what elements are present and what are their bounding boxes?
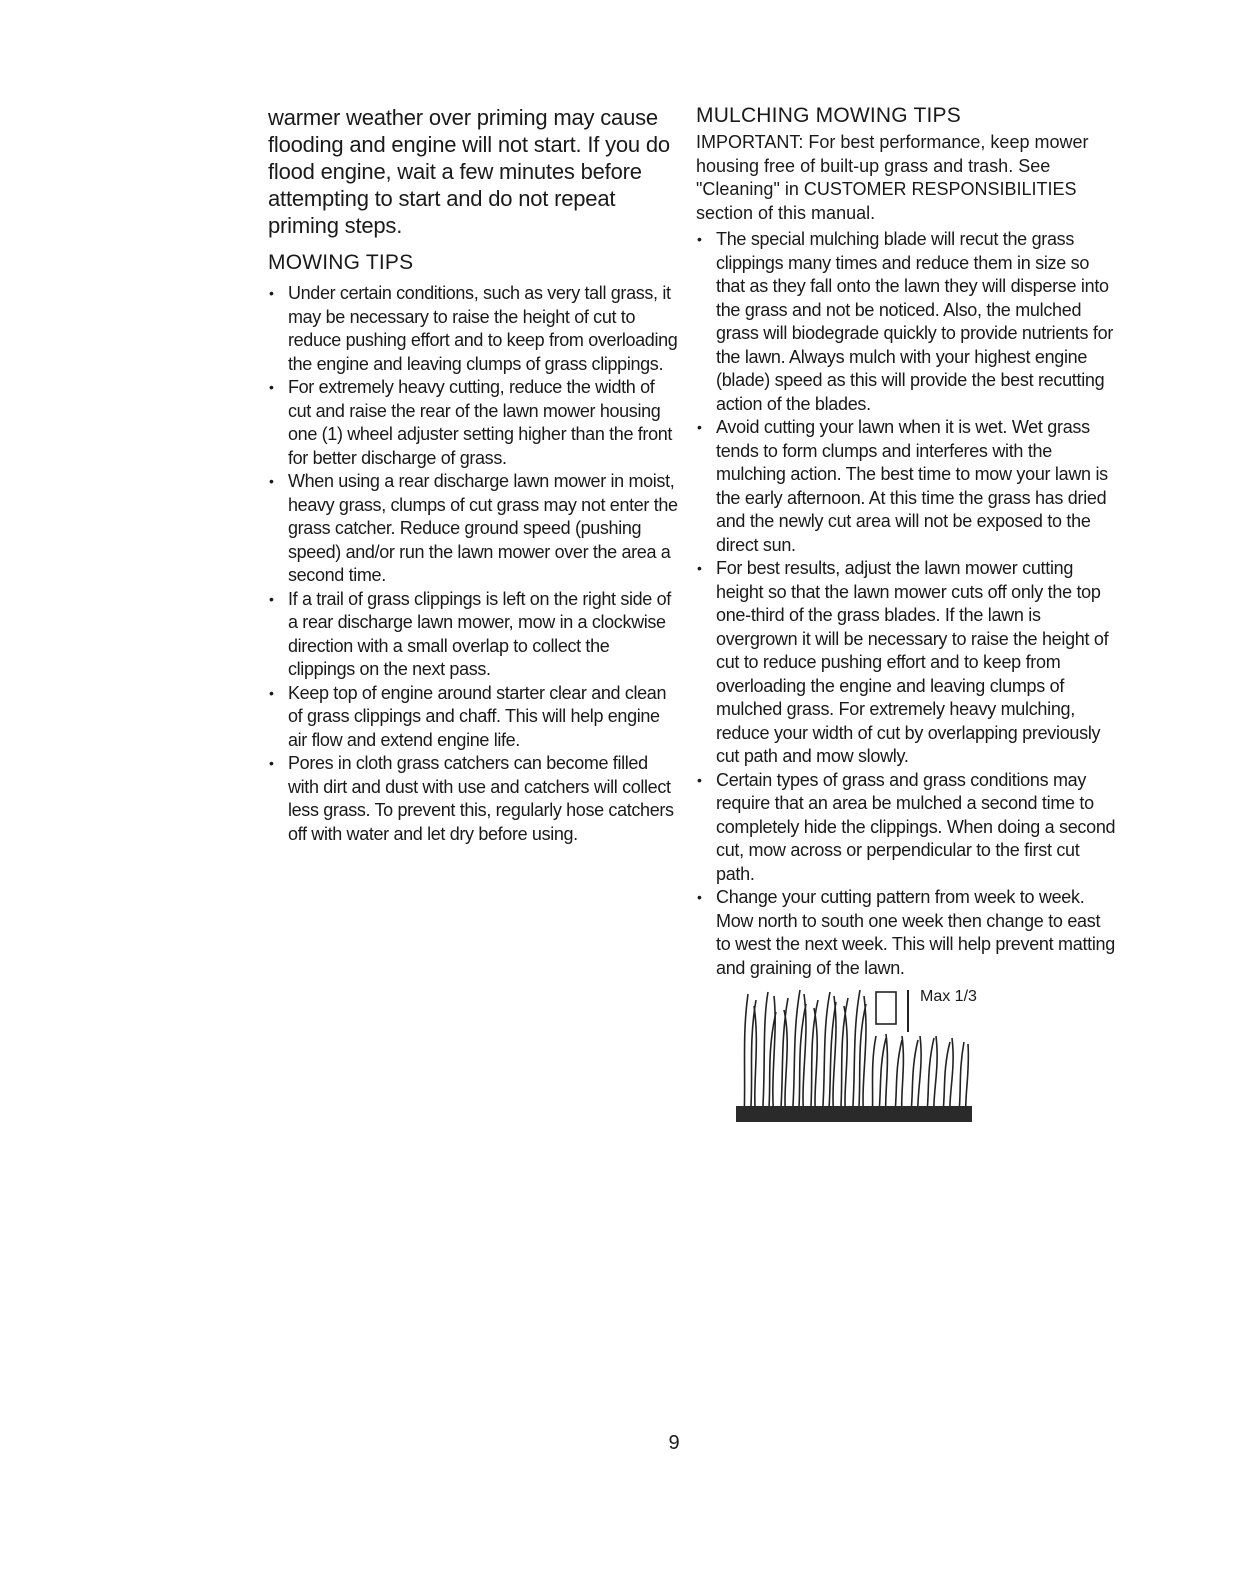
bullet-icon: • [697,771,702,788]
bullet-icon: • [269,590,274,607]
page-number: 9 [668,1432,680,1454]
bullet-icon: • [697,231,702,247]
mulching-tips-heading: MULCHING MOWING TIPS [696,104,961,127]
important-note [696,131,1116,225]
list-item: • Pores in cloth grass catchers can become filled with dirt and dust with use and catchers will collect less grass. To prevent this, regularly hose catchers off with water and let dry before using. [269,753,674,844]
bullet-icon: • [269,379,274,395]
list-item: • Under certain conditions, such as very tall grass, it may be necessary to raise the height of cut to reduce pushing effort and to keep from overloading the engine and leaving clumps of grass clippings. [269,283,678,374]
grass-blades-drawing [736,986,976,1126]
list-item: • For extremely heavy cutting, reduce the width of cut and raise the rear of the lawn mower housing one (1) wheel adjuster setting higher than the front for better discharge of grass. [269,377,673,468]
list-item: • When using a rear discharge lawn mower in moist, heavy grass, clumps of cut grass may not enter the grass catcher. Reduce ground speed (pushing speed) and/or run the lawn mower over the area a second time. [269,471,678,585]
bullet-icon: • [269,473,274,489]
mowing-tips-heading: MOWING TIPS [268,251,414,274]
list-item: • Change your cutting pattern from week to week. Mow north to south one week then change to east to west the next week. This will help prevent matting and graining of the lawn. [697,887,1115,978]
grass-height-illustration [736,986,1016,1126]
list-item: • Keep top of engine around starter clear and clean of grass clippings and chaff. This will help engine air flow and extend engine life. [269,682,667,750]
important-text: For best performance, keep mower housing free of built-up grass and trash. See "Cleaning" in CUSTOMER RESPONSIBILITIES section of this manual. [696,132,1089,223]
important-label: IMPORTANT: [696,132,804,152]
list-item: • For best results, adjust the lawn mower cutting height so that the lawn mower cuts off only the top one-third of the grass blades. If the lawn is overgrown it will be necessary to raise the height of cut to reduce pushing effort and to keep from overloading the engine and leaving clumps of mulched grass. For extremely heavy mulching, reduce your width of cut by overlapping previously cut path and mow slowly. [697,558,1109,766]
max-one-third-label: Max 1/3 [920,988,977,1005]
left-column [268,104,680,846]
bullet-icon: • [697,419,702,435]
bullet-icon: • [697,889,702,905]
bullet-icon: • [269,755,274,771]
list-item: • If a trail of grass clippings is left on the right side of a rear discharge lawn mower, mow in a clockwise direction with a small overlap to collect the clippings on the next pass. [269,588,671,679]
bullet-icon: • [269,285,274,301]
list-item: • Avoid cutting your lawn when it is wet. Wet grass tends to form clumps and interferes with the mulching action. The best time to mow your lawn is the early afternoon. At this time the grass has dried and the newly cut area will not be exposed to the direct sun. [697,417,1108,555]
mulching-tips-list [696,228,1116,980]
list-item: • Certain types of grass and grass conditions may require that an area be mulched a second time to completely hide the clippings. When doing a second cut, mow across or perpendicular to the first cut path. [697,769,1116,884]
list-item: • The special mulching blade will recut the grass clippings many times and reduce them in size so that as they fall onto the lawn they will disperse into the grass and not be noticed. Also, the mulched grass will biodegrade quickly to provide nutrients for the lawn. Always mulch with your highest engine (blade) speed as this will provide the best recutting action of the blades. [697,229,1114,414]
intro-paragraph: warmer weather over priming may cause flooding and engine will not start. If you do flood engine, wait a few minutes before attempting to start and do not repeat priming steps. [268,105,670,238]
bullet-icon: • [269,684,274,701]
bullet-icon: • [697,560,702,576]
right-column [696,104,1116,1126]
mowing-tips-list [268,282,680,846]
